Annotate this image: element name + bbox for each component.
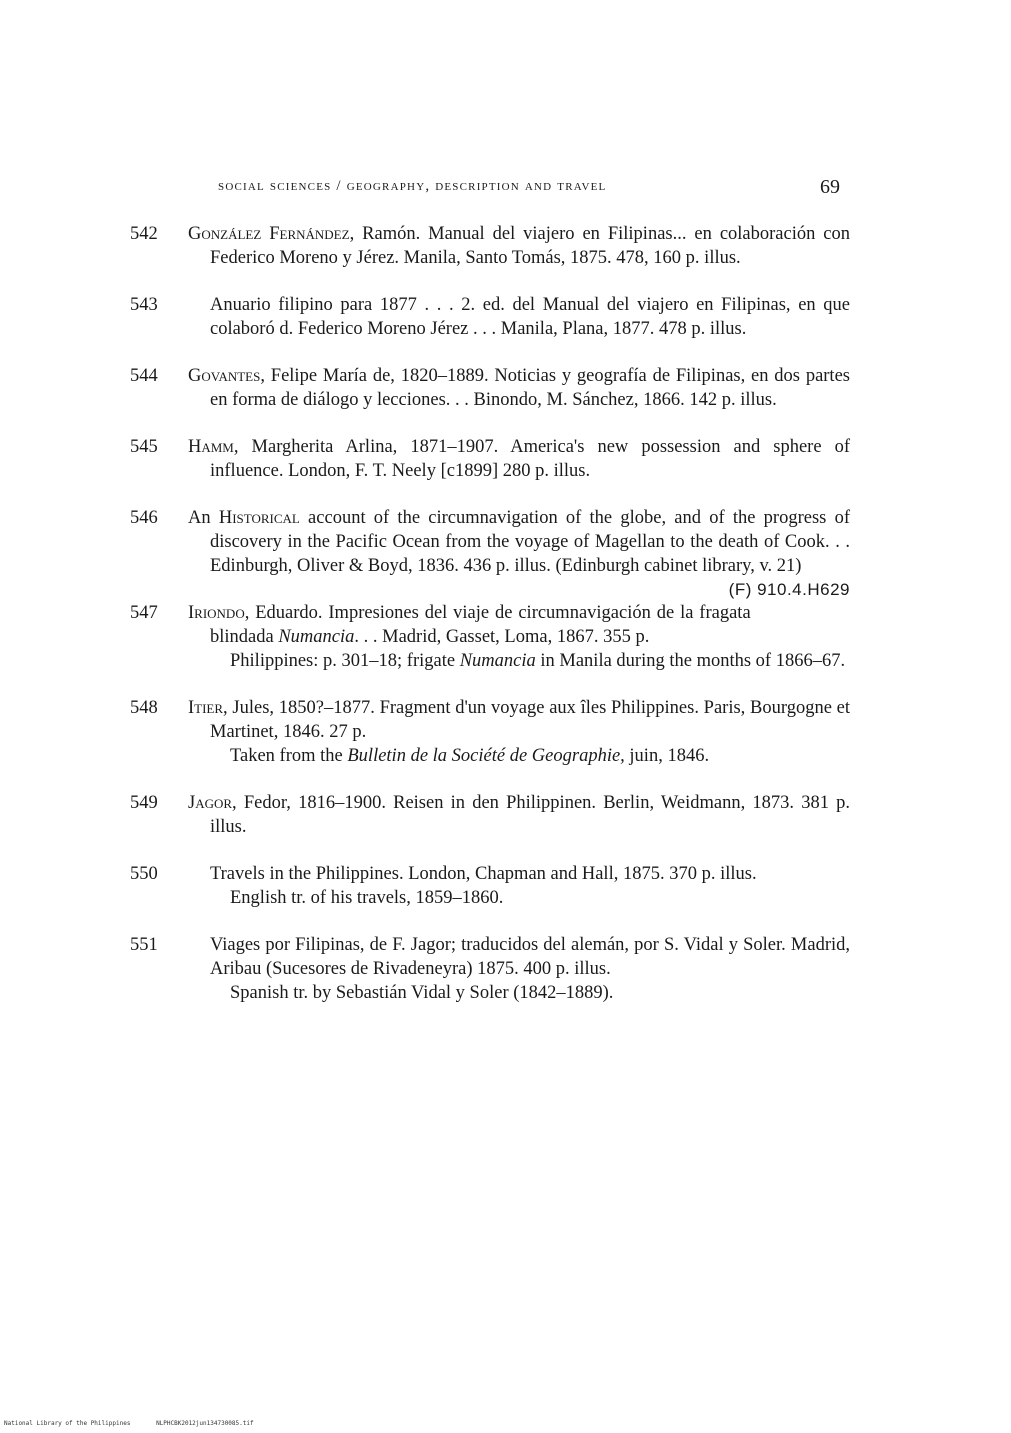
entry-543 bbox=[130, 293, 850, 341]
entry-prefix: An bbox=[188, 508, 219, 528]
entry-body bbox=[188, 506, 850, 599]
entry-note-text: Taken from the bbox=[230, 746, 348, 766]
entry-body bbox=[188, 601, 850, 649]
entry-text: Jules, 1850?–1877. Fragment d'un voyage aux îles Philippines. Paris, Bourgogne et Martinet, 1846. 27 p. bbox=[210, 698, 850, 742]
entry-body bbox=[210, 933, 850, 981]
entry-note-text-continued: in Manila during the months of 1866–67. bbox=[535, 651, 846, 671]
entry-note-italic: Bulletin de la Société de Geographie, bbox=[347, 746, 625, 766]
footer-file-id: NLPHCBK2012jun134730085.tif bbox=[156, 1420, 254, 1427]
scan-footer bbox=[4, 1420, 276, 1427]
entry-note bbox=[230, 744, 850, 768]
entry-author: González Fernández, bbox=[188, 224, 355, 244]
running-header bbox=[218, 176, 840, 206]
entry-note-text-continued: juin, 1846. bbox=[624, 746, 710, 766]
entry-note: Spanish tr. by Sebastián Vidal y Soler (1842–1889). bbox=[230, 983, 614, 1003]
entry-note bbox=[230, 649, 850, 673]
entry-author: Iriondo, bbox=[188, 603, 250, 623]
entry-body bbox=[188, 435, 850, 483]
entry-number: 549 bbox=[130, 793, 158, 813]
entry-body bbox=[210, 293, 850, 341]
entry-number: 544 bbox=[130, 366, 158, 386]
entry-number: 545 bbox=[130, 437, 158, 457]
entry-number: 551 bbox=[130, 935, 158, 955]
entry-number: 548 bbox=[130, 698, 158, 718]
entry-545 bbox=[130, 435, 850, 483]
entry-542 bbox=[130, 222, 850, 270]
entry-text: Eduardo. Impresiones del viaje de circumnavigación de la fragata blindada bbox=[210, 603, 751, 647]
entry-number: 543 bbox=[130, 295, 158, 315]
entry-547 bbox=[130, 601, 850, 673]
entry-number: 550 bbox=[130, 864, 158, 884]
entry-text: Margherita Arlina, 1871–1907. America's new possession and sphere of influence. London, F. T. Neely [c1899] 280 p. illus. bbox=[210, 437, 850, 481]
footer-library: National Library of the Philippines bbox=[4, 1420, 131, 1427]
entry-body bbox=[188, 696, 850, 744]
entry-550 bbox=[130, 862, 850, 910]
entry-text: Ramón. Manual del viajero en Filipinas... en colaboración con Federico Moreno y Jérez. Manila, Santo Tomás, 1875. 478, 160 p. illus. bbox=[210, 224, 851, 268]
page-number: 69 bbox=[820, 176, 840, 198]
entry-note: English tr. of his travels, 1859–1860. bbox=[230, 888, 504, 908]
entry-number: 542 bbox=[130, 224, 158, 244]
entry-544 bbox=[130, 364, 850, 412]
entry-text: Travels in the Philippines. London, Chapman and Hall, 1875. 370 p. illus. bbox=[210, 864, 757, 884]
entry-note-italic: Numancia bbox=[459, 651, 536, 671]
entry-549 bbox=[130, 791, 850, 839]
entry-text-continued: . . . Madrid, Gasset, Loma, 1867. 355 p. bbox=[354, 627, 650, 647]
entry-text: Anuario filipino para 1877 . . . 2. ed. del Manual del viajero en Filipinas, en que colaboró d. Federico Moreno Jérez . . . Manila, Plana, 1877. 478 p. illus. bbox=[210, 295, 850, 339]
entry-author: Jagor, bbox=[188, 793, 237, 813]
entry-551 bbox=[130, 933, 850, 1005]
entry-author: Hamm, bbox=[188, 437, 239, 457]
entry-546 bbox=[130, 506, 850, 599]
entry-text: account of the circumnavigation of the globe, and of the progress of discovery in the Pacific Ocean from the voyage of Magellan to the death of Cook. . . Edinburgh, Oliver & Boyd, 1836. 436 p. illus. (Edinburgh cabinet library, v. 21) bbox=[210, 508, 850, 576]
entry-note-text: Philippines: p. 301–18; frigate bbox=[230, 651, 460, 671]
entry-body bbox=[188, 222, 850, 270]
entry-author: Historical bbox=[218, 508, 300, 528]
entry-author: Govantes, bbox=[188, 366, 265, 386]
bibliography-entries bbox=[130, 222, 850, 1028]
entry-number: 546 bbox=[130, 508, 158, 528]
entry-title-italic: Numancia bbox=[278, 627, 355, 647]
entry-author: Itier, bbox=[188, 698, 228, 718]
entry-548 bbox=[130, 696, 850, 768]
entry-body bbox=[188, 364, 850, 412]
entry-text: Felipe María de, 1820–1889. Noticias y geografía de Filipinas, en dos partes en forma de diálogo y lecciones. . . Binondo, M. Sánchez, 1866. 142 p. illus. bbox=[210, 366, 850, 410]
call-number: (F) 910.4.H629 bbox=[728, 580, 850, 599]
entry-text: Viages por Filipinas, de F. Jagor; traducidos del alemán, por S. Vidal y Soler. Madrid, Aribau (Sucesores de Rivadeneyra) 1875. 400 p. illus. bbox=[210, 935, 850, 979]
entry-body bbox=[188, 791, 850, 839]
entry-body bbox=[210, 862, 850, 886]
entry-text: Fedor, 1816–1900. Reisen in den Philippinen. Berlin, Weidmann, 1873. 381 p. illus. bbox=[210, 793, 850, 837]
entry-number: 547 bbox=[130, 603, 158, 623]
running-head-title: social sciences / geography, description and travel bbox=[218, 178, 607, 194]
